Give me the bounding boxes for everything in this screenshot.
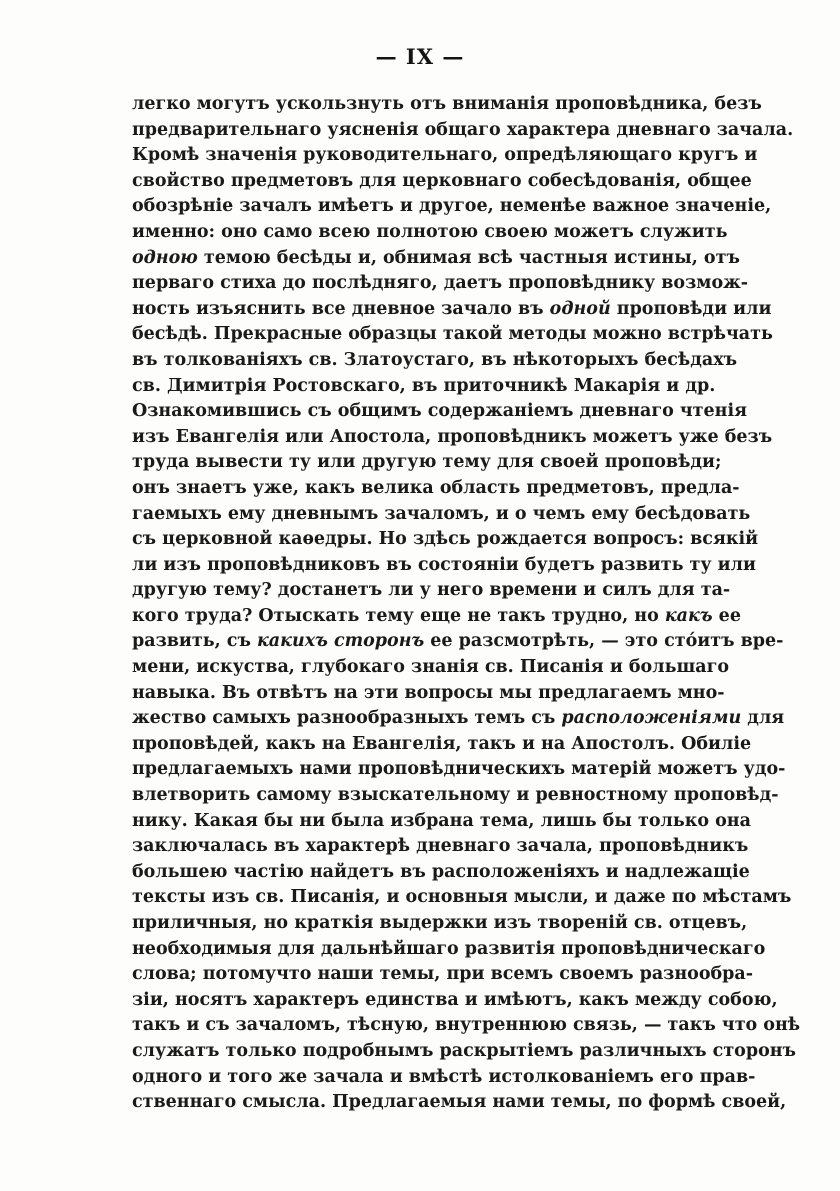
text-line (132, 834, 749, 860)
text-run: въ толкованіяхъ св. Златоустаго, въ нѣкоторыхъ бесѣдахъ (132, 349, 738, 370)
text-line (132, 860, 750, 886)
text-run: мени, искуства, глубокаго знанія св. Писанія и большаго (132, 657, 729, 678)
text-line (132, 118, 794, 144)
text-run: съ церковной каѳедры. Но здѣсь рождается вопросъ: всякій (132, 529, 759, 550)
text-run: темою бесѣды и, обнимая всѣ частныя истины, отъ (197, 247, 740, 268)
text-run: гаемыхъ ему дневнымъ зачаломъ, и о чемъ ему бесѣдовать (132, 503, 751, 524)
text-line (132, 937, 766, 963)
text-line (132, 527, 759, 553)
text-run: онъ знаетъ уже, какъ велика область предметовъ, предла- (132, 477, 740, 498)
text-run: влетворить самому взыскательному и ревностному проповѣд- (132, 785, 779, 806)
text-run: бесѣдѣ. Прекрасные образцы такой методы можно встрѣчать (132, 324, 773, 345)
text-run: заключалась въ характерѣ дневнаго зачала, проповѣдникъ (132, 836, 749, 857)
text-line (132, 399, 748, 425)
text-run: ее разсмотрѣть, — это стóитъ вре- (424, 631, 784, 652)
text-line (132, 450, 722, 476)
text-line (132, 425, 773, 451)
text-run: перваго стиха до послѣдняго, даетъ проповѣднику возмож- (132, 273, 749, 294)
text-line (132, 885, 792, 911)
text-line (132, 706, 785, 732)
text-line (132, 1090, 787, 1116)
page-number: — IX — (375, 44, 465, 69)
text-line (132, 502, 751, 528)
text-run: нику. Какая бы ни была избрана тема, лишь бы только она (132, 810, 751, 831)
text-run: изъ Евангелія или Апостола, проповѣдникъ можетъ уже безъ (132, 426, 773, 447)
text-run: Ознакомившись съ общимъ содержаніемъ дневнаго чтенія (132, 401, 748, 422)
text-line (132, 194, 772, 220)
text-line (132, 1013, 801, 1039)
text-run: развить, съ (132, 631, 257, 652)
text-run: легко могутъ ускользнуть отъ вниманія проповѣдника, безъ (132, 94, 762, 114)
text-run: предварительнаго уясненія общаго характера дневнаго зачала. (132, 119, 794, 140)
text-run: свойство предметовъ для церковнаго собесѣдованія, общее (132, 170, 752, 191)
text-run: кого труда? Отыскать тему еще не такъ трудно, но (132, 605, 665, 626)
text-run: св. Димитрія Ростовскаго, въ приточникѣ Макарія и др. (132, 375, 716, 396)
text-line (132, 322, 773, 348)
text-line (132, 629, 784, 655)
text-run: такъ и съ зачаломъ, тѣсную, внутреннюю связь, — такъ что онѣ (132, 1015, 801, 1036)
text-line (132, 220, 728, 246)
text-line (132, 297, 772, 323)
text-line (132, 92, 762, 118)
emphasized-text: одной (549, 298, 611, 319)
text-run: предлагаемыхъ нами проповѣдническихъ матерій можетъ удо- (132, 759, 786, 780)
text-run: навыка. Въ отвѣтъ на эти вопросы мы предлагаемъ мно- (132, 682, 725, 703)
emphasized-text: какъ (664, 605, 713, 626)
text-run: необходимыя для дальнѣйшаго развитія проповѣдническаго (132, 938, 766, 959)
text-line (132, 681, 725, 707)
text-run: зіи, носятъ характеръ единства и имѣютъ, какъ между собою, (132, 989, 778, 1010)
text-line (132, 911, 748, 937)
text-line (132, 1039, 796, 1065)
text-line (132, 578, 731, 604)
text-run: ственнаго смысла. Предлагаемыя нами темы, по формѣ своей, (132, 1092, 787, 1113)
text-run: проповѣди или (610, 298, 772, 319)
text-line (132, 553, 756, 579)
text-run: тексты изъ св. Писанія, и основныя мысли, и даже по мѣстамъ (132, 887, 792, 908)
text-run: ли изъ проповѣдниковъ въ состояніи будетъ развить ту или (132, 554, 756, 575)
text-line (132, 246, 740, 272)
text-line (132, 1065, 756, 1091)
text-line (132, 732, 752, 758)
text-run: ность изъяснить все дневное зачало въ (132, 298, 550, 319)
text-line (132, 476, 740, 502)
text-run: приличныя, но краткія выдержки изъ твореній св. отцевъ, (132, 913, 748, 933)
text-run: слова; потомучто наши темы, при всемъ своемъ разнообра- (132, 964, 754, 985)
text-run: служатъ только подробнымъ раскрытіемъ различныхъ сторонъ (132, 1040, 796, 1061)
text-run: одного и того же зачала и вмѣстѣ истолкованіемъ его прав- (132, 1066, 756, 1087)
emphasized-text: расположеніями (561, 708, 742, 729)
text-line (132, 271, 749, 297)
text-line (132, 757, 786, 783)
text-run: проповѣдей, какъ на Евангелія, такъ и на Апостолъ. Обиліе (132, 733, 752, 754)
text-line (132, 169, 752, 195)
text-line (132, 655, 729, 681)
text-run: ее (712, 605, 741, 626)
text-line (132, 348, 738, 374)
text-run: обозрѣніе зачалъ имѣетъ и другое, неменѣе важное значеніе, (132, 196, 772, 217)
text-run: Кромѣ значенія руководительнаго, опредѣляющаго кругъ и (132, 145, 758, 166)
text-run: для (741, 708, 785, 729)
text-run: большею частію найдетъ въ расположеніяхъ и надлежащіе (132, 861, 750, 882)
text-run: другую тему? достанетъ ли у него времени и силъ для та- (132, 580, 731, 601)
text-line (132, 143, 758, 169)
text-run: жество самыхъ разнообразныхъ темъ съ (132, 708, 562, 729)
emphasized-text: какихъ сторонъ (256, 631, 425, 652)
text-line (132, 809, 751, 835)
text-line (132, 783, 779, 809)
text-run: труда вывести ту или другую тему для своей проповѣди; (132, 452, 722, 473)
text-line (132, 374, 716, 400)
text-line (132, 988, 778, 1014)
text-line (132, 604, 741, 630)
body-text (132, 92, 801, 1116)
text-run: именно: оно само всею полнотою своею можетъ служить (132, 221, 728, 242)
emphasized-text: одною (132, 247, 198, 268)
text-line (132, 962, 754, 988)
